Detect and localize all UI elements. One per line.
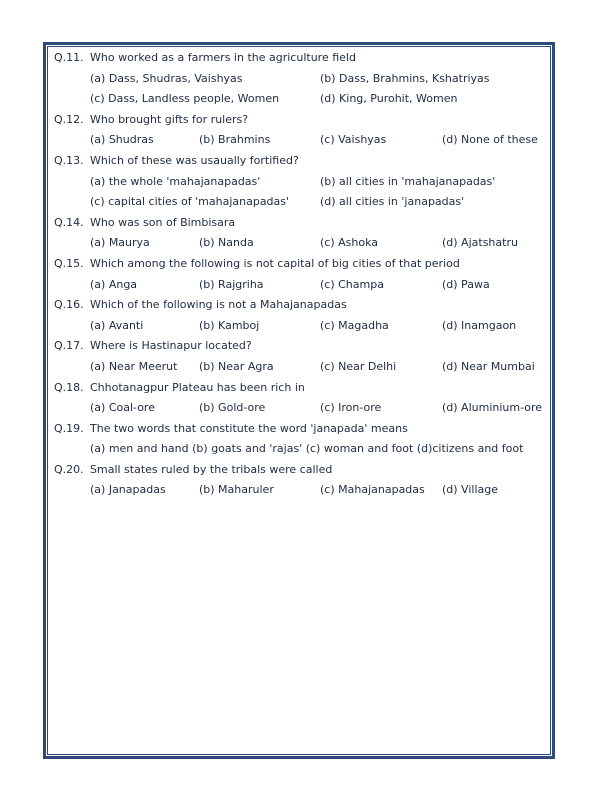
option: (b) Dass, Brahmins, Kshatriyas <box>320 71 490 85</box>
options-line <box>54 233 554 254</box>
options-line <box>54 69 554 90</box>
question-number: Q.16. <box>54 298 84 312</box>
option: (b) Near Agra <box>199 359 274 373</box>
question-text: Where is Hastinapur located? <box>90 339 252 353</box>
question-text: Which among the following is not capital of big cities of that period <box>90 256 460 270</box>
options-line <box>54 439 554 460</box>
option: (c) Dass, Landless people, Women <box>90 92 280 106</box>
question-text: The two words that constitute the word 'janapada' means <box>90 421 408 435</box>
question-line <box>54 336 554 357</box>
option: (c) Iron-ore <box>320 401 382 415</box>
question-line <box>54 254 554 275</box>
option: (b) Nanda <box>199 236 254 250</box>
option: (b) Maharuler <box>199 483 274 497</box>
question-line <box>54 419 554 440</box>
question-line <box>54 110 554 131</box>
question-line <box>54 295 554 316</box>
option: (d) King, Purohit, Women <box>320 92 458 106</box>
option: (d) Village <box>442 483 499 497</box>
option: (c) Vaishyas <box>320 133 387 147</box>
option: (a) Avanti <box>90 318 144 332</box>
option: (c) Mahajanapadas <box>320 483 425 497</box>
option: (d) Near Mumbai <box>442 359 535 373</box>
question-text: Small states ruled by the tribals were called <box>90 462 333 476</box>
question-number: Q.20. <box>54 462 84 476</box>
options-line <box>54 89 554 110</box>
options-line <box>54 316 554 337</box>
question-number: Q.19. <box>54 421 84 435</box>
options-line <box>54 357 554 378</box>
question-text: Who brought gifts for rulers? <box>90 112 249 126</box>
question-line <box>54 213 554 234</box>
option: (d) None of these <box>442 133 538 147</box>
option: (d) all cities in 'janapadas' <box>320 195 465 209</box>
options-line <box>54 192 554 213</box>
option: (a) Coal-ore <box>90 401 155 415</box>
question-number: Q.18. <box>54 380 84 394</box>
option: (a) Dass, Shudras, Vaishyas <box>90 71 243 85</box>
question-number: Q.11. <box>54 51 84 64</box>
option: (a) men and hand (b) goats and 'rajas' (c) woman and foot (d)citizens and foot <box>90 442 524 456</box>
option: (a) Janapadas <box>90 483 166 497</box>
option: (d) Ajatshatru <box>442 236 518 250</box>
option: (c) Champa <box>320 277 384 291</box>
option: (b) all cities in 'mahajanapadas' <box>320 174 496 188</box>
options-line <box>54 275 554 296</box>
question-line <box>54 151 554 172</box>
option: (a) Maurya <box>90 236 150 250</box>
option: (c) Magadha <box>320 318 389 332</box>
option: (c) Near Delhi <box>320 359 397 373</box>
question-text: Who worked as a farmers in the agriculture field <box>90 51 356 64</box>
option: (d) Aluminium-ore <box>442 401 543 415</box>
question-line <box>54 378 554 399</box>
option: (a) the whole 'mahajanapadas' <box>90 174 261 188</box>
option: (b) Brahmins <box>199 133 271 147</box>
option: (a) Shudras <box>90 133 154 147</box>
question-line <box>54 460 554 481</box>
option: (c) capital cities of 'mahajanapadas' <box>90 195 290 209</box>
option: (b) Rajgriha <box>199 277 264 291</box>
question-number: Q.15. <box>54 256 84 270</box>
option: (b) Gold-ore <box>199 401 266 415</box>
question-list <box>54 48 554 501</box>
question-text: Chhotanagpur Plateau has been rich in <box>90 380 305 394</box>
question-number: Q.14. <box>54 215 84 229</box>
question-line <box>54 48 554 69</box>
options-line <box>54 172 554 193</box>
option: (c) Ashoka <box>320 236 379 250</box>
question-text: Which of the following is not a Mahajanapadas <box>90 298 347 312</box>
question-number: Q.12. <box>54 112 84 126</box>
question-text: Who was son of Bimbisara <box>90 215 236 229</box>
options-line <box>54 480 554 501</box>
question-text: Which of these was usaually fortified? <box>90 153 299 167</box>
question-number: Q.13. <box>54 153 84 167</box>
options-line <box>54 130 554 151</box>
option: (d) Pawa <box>442 277 490 291</box>
option: (a) Anga <box>90 277 138 291</box>
options-line <box>54 398 554 419</box>
option: (d) Inamgaon <box>442 318 517 332</box>
question-number: Q.17. <box>54 339 84 353</box>
option: (b) Kamboj <box>199 318 260 332</box>
option: (a) Near Meerut <box>90 359 178 373</box>
